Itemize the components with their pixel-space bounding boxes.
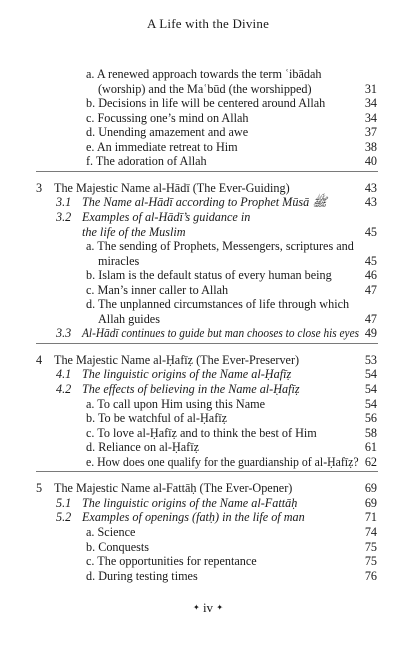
toc-entry-page: 75 (364, 554, 377, 569)
toc-entry-title: Allah guides (98, 311, 160, 326)
toc-entry-number: 4.1 (56, 367, 72, 382)
toc-entry-number: 3.1 (56, 195, 72, 210)
toc-entry-number: 4 (36, 352, 43, 367)
toc-entry-title: c. Man’s inner caller to Allah (86, 282, 229, 297)
toc-entry-number: 4.2 (56, 382, 72, 396)
toc-entry-page: 69 (364, 495, 377, 510)
toc-entry[interactable] (0, 82, 416, 96)
toc-entry[interactable] (0, 239, 416, 253)
toc-entry-title: d. Reliance on al-Ḥafīẓ (86, 440, 200, 455)
toc-entry-title: e. An immediate retreat to Him (86, 139, 238, 154)
toc-entry-title: a. To call upon Him using this Name (86, 396, 266, 411)
toc-entry-title: Al-Hādī continues to guide but man chooses to close his eyes (82, 326, 360, 341)
toc-entry-page: 34 (364, 96, 377, 111)
page-footer (0, 600, 416, 616)
toc-entry[interactable] (0, 154, 416, 168)
toc-entry-page: 45 (364, 253, 377, 268)
toc-entry-page: 37 (364, 125, 377, 140)
toc-entry-title: The linguistic origins of the Name al-Fattāḥ (82, 495, 298, 510)
toc-entry-title: (worship) and the Maʿbūd (the worshipped) (98, 81, 312, 96)
toc-entry-page: 43 (364, 195, 377, 210)
toc-entry-page: 75 (364, 539, 377, 554)
page-number: iv (202, 600, 214, 615)
toc-entry-title: The linguistic origins of the Name al-Ḥafīẓ (82, 367, 292, 382)
toc-entry-page: 31 (364, 81, 377, 96)
toc-entry[interactable] (0, 225, 416, 239)
toc-entry[interactable] (0, 210, 416, 224)
toc-entry-page: 38 (364, 139, 377, 154)
toc-entry-page: 54 (364, 396, 377, 411)
toc-entry-page: 46 (364, 268, 377, 283)
toc-entry[interactable] (0, 268, 416, 282)
toc-entry-page: 43 (364, 180, 377, 195)
toc-entry-number: 5.2 (56, 510, 72, 525)
section-divider (36, 343, 378, 344)
toc-entry[interactable] (0, 510, 416, 524)
toc-entry-page: 47 (364, 282, 377, 297)
toc-entry-title: the life of the Muslim (82, 224, 186, 239)
toc-entry-page: 49 (364, 326, 377, 341)
toc-entry-title: b. Islam is the default status of every human being (86, 268, 332, 283)
toc-entry-title: c. The opportunities for repentance (86, 554, 257, 569)
toc-entry-title: b. To be watchful of al-Ḥafīẓ (86, 411, 228, 426)
toc-entry[interactable] (0, 426, 416, 440)
running-header: A Life with the Divine (146, 16, 270, 31)
toc-entry-page: 71 (364, 510, 377, 525)
toc-entry-title: a. A renewed approach towards the term ʿibādah (86, 67, 322, 81)
toc-entry-title: d. The unplanned circumstances of life through which (86, 297, 350, 312)
toc-entry-page: 54 (364, 367, 377, 382)
toc-entry-page: 45 (364, 224, 377, 239)
toc-entry[interactable] (0, 382, 416, 396)
toc-entry[interactable] (0, 283, 416, 297)
toc-entry-page: 61 (364, 440, 377, 455)
ornament-right-icon: ✦ (216, 603, 224, 612)
toc-entry-page: 40 (364, 154, 377, 169)
toc-entry[interactable] (0, 440, 416, 454)
toc-entry-title: b. Decisions in life will be centered around Allah (86, 96, 326, 111)
toc-entry-title: Examples of al-Hādī’s guidance in (82, 209, 251, 224)
toc-entry-title: The Majestic Name al-Ḥafīẓ (The Ever-Preserver) (54, 352, 300, 367)
toc-entry[interactable] (0, 181, 416, 195)
toc-entry-page: 74 (364, 524, 377, 539)
toc-entry-title: miracles (98, 253, 140, 268)
toc-entry-title: a. Science (86, 524, 136, 539)
toc-entry-title: c. Focussing one’s mind on Allah (86, 110, 249, 125)
toc-entry-page: 62 (364, 454, 377, 469)
toc-entry-page: 58 (364, 425, 377, 440)
toc-entry[interactable] (0, 353, 416, 367)
toc-entry-number: 3.2 (56, 209, 72, 224)
toc-entry-page: 56 (364, 411, 377, 426)
toc-entry[interactable] (0, 397, 416, 411)
toc-entry[interactable] (0, 540, 416, 554)
toc-entry[interactable] (0, 140, 416, 154)
toc-entry-title: c. To love al-Ḥafīẓ and to think the best of Him (86, 425, 317, 440)
toc-entry[interactable] (0, 455, 416, 469)
toc-entry[interactable] (0, 554, 416, 568)
section-divider (36, 471, 378, 472)
toc-entry-title: The effects of believing in the Name al-Ḥafīẓ (82, 382, 300, 396)
toc-entry-title: b. Conquests (86, 539, 149, 554)
toc-entry[interactable] (0, 496, 416, 510)
toc-entry-title: e. How does one qualify for the guardianship of al-Ḥafīẓ? (86, 454, 359, 469)
toc-entry[interactable] (0, 569, 416, 583)
toc-entry[interactable] (0, 67, 416, 81)
toc-entry[interactable] (0, 125, 416, 139)
toc-entry-number: 5 (36, 481, 43, 496)
toc-entry-title: a. The sending of Prophets, Messengers, scriptures and (86, 239, 354, 254)
ornament-left-icon: ✦ (192, 603, 200, 612)
toc-entry[interactable] (0, 312, 416, 326)
toc-entry-number: 5.1 (56, 495, 72, 510)
toc-entry[interactable] (0, 481, 416, 495)
toc-entry[interactable] (0, 367, 416, 381)
toc-entry-title: d. Unending amazement and awe (86, 125, 249, 140)
toc-entry-page: 76 (364, 568, 377, 583)
toc-entry-title: The Name al-Hādī according to Prophet Mūsā ﷺ (82, 195, 328, 210)
toc-entry[interactable] (0, 297, 416, 311)
toc-entry[interactable] (0, 96, 416, 110)
toc-entry[interactable] (0, 326, 416, 340)
toc-entry-number: 3.3 (56, 326, 72, 341)
toc-entry-page: 34 (364, 110, 377, 125)
toc-entry-title: f. The adoration of Allah (86, 154, 207, 169)
toc-entry[interactable] (0, 111, 416, 125)
section-divider (36, 171, 378, 172)
toc-entry-title: d. During testing times (86, 568, 198, 583)
toc-entry-title: The Majestic Name al-Hādī (The Ever-Guiding) (54, 180, 290, 195)
toc-entry-title: The Majestic Name al-Fattāḥ (The Ever-Opener) (54, 481, 293, 496)
toc-entry[interactable] (0, 195, 416, 209)
toc-entry[interactable] (0, 411, 416, 425)
toc-entry-title: Examples of openings (fatḥ) in the life of man (82, 510, 305, 525)
toc-entry-page: 47 (364, 311, 377, 326)
toc-entry[interactable] (0, 254, 416, 268)
toc-entry-number: 3 (36, 180, 43, 195)
toc-entry-page: 53 (364, 352, 377, 367)
toc-entry-page: 54 (364, 382, 377, 396)
toc-entry-page: 69 (364, 481, 377, 496)
toc-entry[interactable] (0, 525, 416, 539)
